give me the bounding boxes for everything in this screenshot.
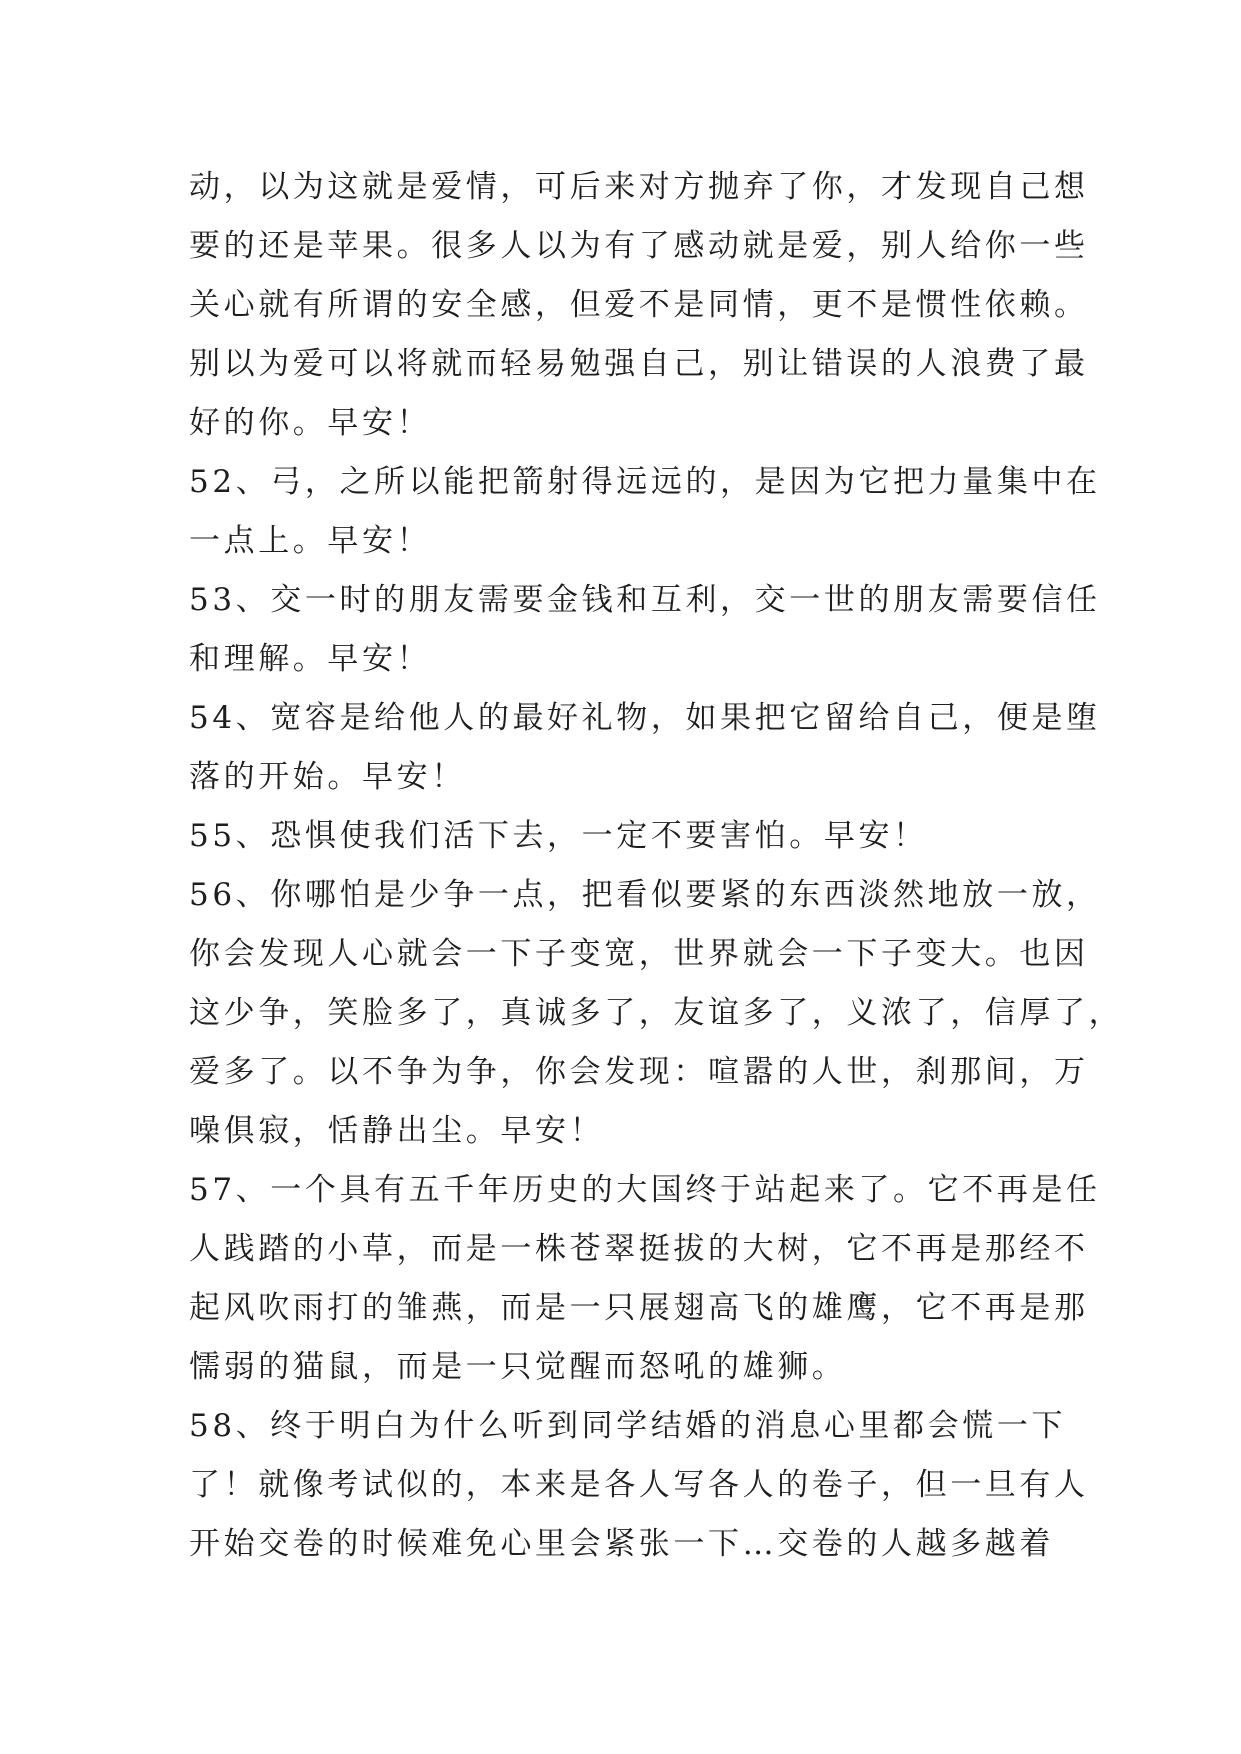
text-line: 一点上。早安！ <box>189 523 432 559</box>
text-line: 57、一个具有五千年历史的大国终于站起来了。它不再是任 <box>189 1172 1101 1208</box>
text-line: 要的还是苹果。很多人以为有了感动就是爱，别人给你一些 <box>189 228 1089 264</box>
text-line: 噪俱寂，恬静出尘。早安！ <box>189 1113 605 1149</box>
text-line: 开始交卷的时候难免心里会紧张一下…交卷的人越多越着 <box>189 1526 1054 1562</box>
text-line: 52、弓，之所以能把箭射得远远的，是因为它把力量集中在 <box>189 464 1101 500</box>
text-line: 动，以为这就是爱情，可后来对方抛弃了你，才发现自己想 <box>189 169 1089 205</box>
text-line: 懦弱的猫鼠，而是一只觉醒而怒吼的雄狮。 <box>189 1349 847 1385</box>
text-line: 了！就像考试似的，本来是各人写各人的卷子，但一旦有人 <box>189 1467 1089 1503</box>
text-line: 爱多了。以不争为争，你会发现：喧嚣的人世，刹那间，万 <box>189 1054 1089 1090</box>
text-line: 这少争，笑脸多了，真诚多了，友谊多了，义浓了，信厚了， <box>189 995 1124 1031</box>
text-line: 和理解。早安！ <box>189 641 432 677</box>
text-line: 55、恐惧使我们活下去，一定不要害怕。早安！ <box>189 818 928 854</box>
document-body <box>189 158 1124 1574</box>
text-line: 56、你哪怕是少争一点，把看似要紧的东西淡然地放一放， <box>189 877 1101 913</box>
text-line: 54、宽容是给他人的最好礼物，如果把它留给自己，便是堕 <box>189 700 1101 736</box>
text-line: 你会发现人心就会一下子变宽，世界就会一下子变大。也因 <box>189 936 1089 972</box>
text-line: 好的你。早安！ <box>189 405 432 441</box>
text-line: 53、交一时的朋友需要金钱和互利，交一世的朋友需要信任 <box>189 582 1101 618</box>
text-line: 关心就有所谓的安全感，但爱不是同情，更不是惯性依赖。 <box>189 287 1089 323</box>
text-line: 起风吹雨打的雏燕，而是一只展翅高飞的雄鹰，它不再是那 <box>189 1290 1089 1326</box>
text-line: 落的开始。早安！ <box>189 759 466 795</box>
text-line: 人践踏的小草，而是一株苍翠挺拔的大树，它不再是那经不 <box>189 1231 1089 1267</box>
text-line: 58、终于明白为什么听到同学结婚的消息心里都会慌一下 <box>189 1408 1067 1444</box>
text-line: 别以为爱可以将就而轻易勉强自己，别让错误的人浪费了最 <box>189 346 1089 382</box>
